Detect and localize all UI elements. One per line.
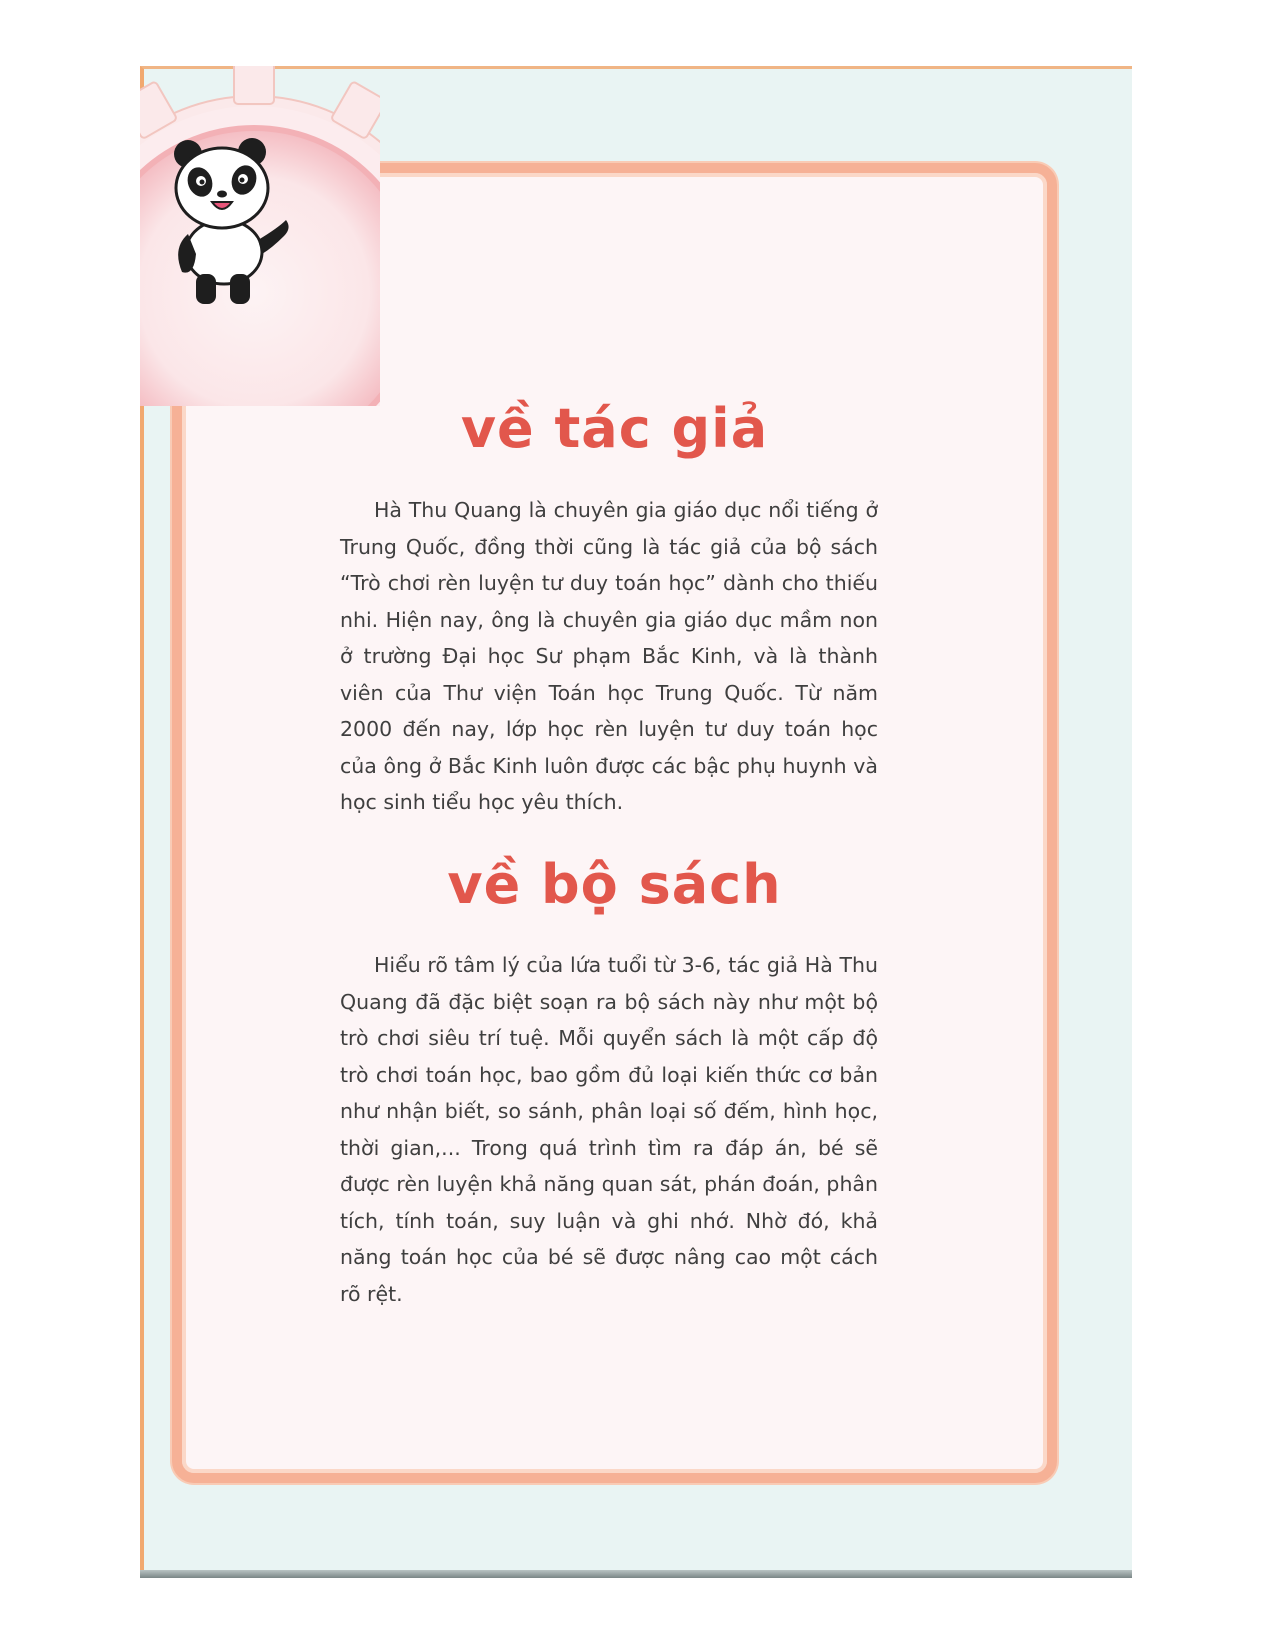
section-heading-book-series: về bộ sách [447,853,782,916]
section-heading-author: về tác giả [460,397,769,460]
panda-icon [168,136,294,308]
page-bottom-edge [140,1570,1132,1578]
section-body-book-series: Hiểu rõ tâm lý của lứa tuổi từ 3-6, tác giả Hà Thu Quang đã đặc biệt soạn ra bộ sách này như một bộ trò chơi siêu trí tuệ. Mỗi quyển sách là một cấp độ trò chơi toán học, bao gồm đủ loại kiến thức cơ bản như nhận biết, so sánh, phân loại số đếm, hình học, thời gian,... Trong quá trình tìm ra đáp án, bé sẽ được rèn luyện khả năng quan sát, phán đoán, phân tích, tính toán, suy luận và ghi nhớ. Nhờ đó, khả năng toán học của bé sẽ được nâng cao một cách rõ rệt. [340,953,878,1306]
section-body-author: Hà Thu Quang là chuyên gia giáo dục nổi tiếng ở Trung Quốc, đồng thời cũng là tác giả của bộ sách “Trò chơi rèn luyện tư duy toán học” dành cho thiếu nhi. Hiện nay, ông là chuyên gia giáo dục mầm non ở trường Đại học Sư phạm Bắc Kinh, và là thành viên của Thư viện Toán học Trung Quốc. Từ năm 2000 đến nay, lớp học rèn luyện tư duy toán học của ông ở Bắc Kinh luôn được các bậc phụ huynh và học sinh tiểu học yêu thích. [340,498,878,814]
